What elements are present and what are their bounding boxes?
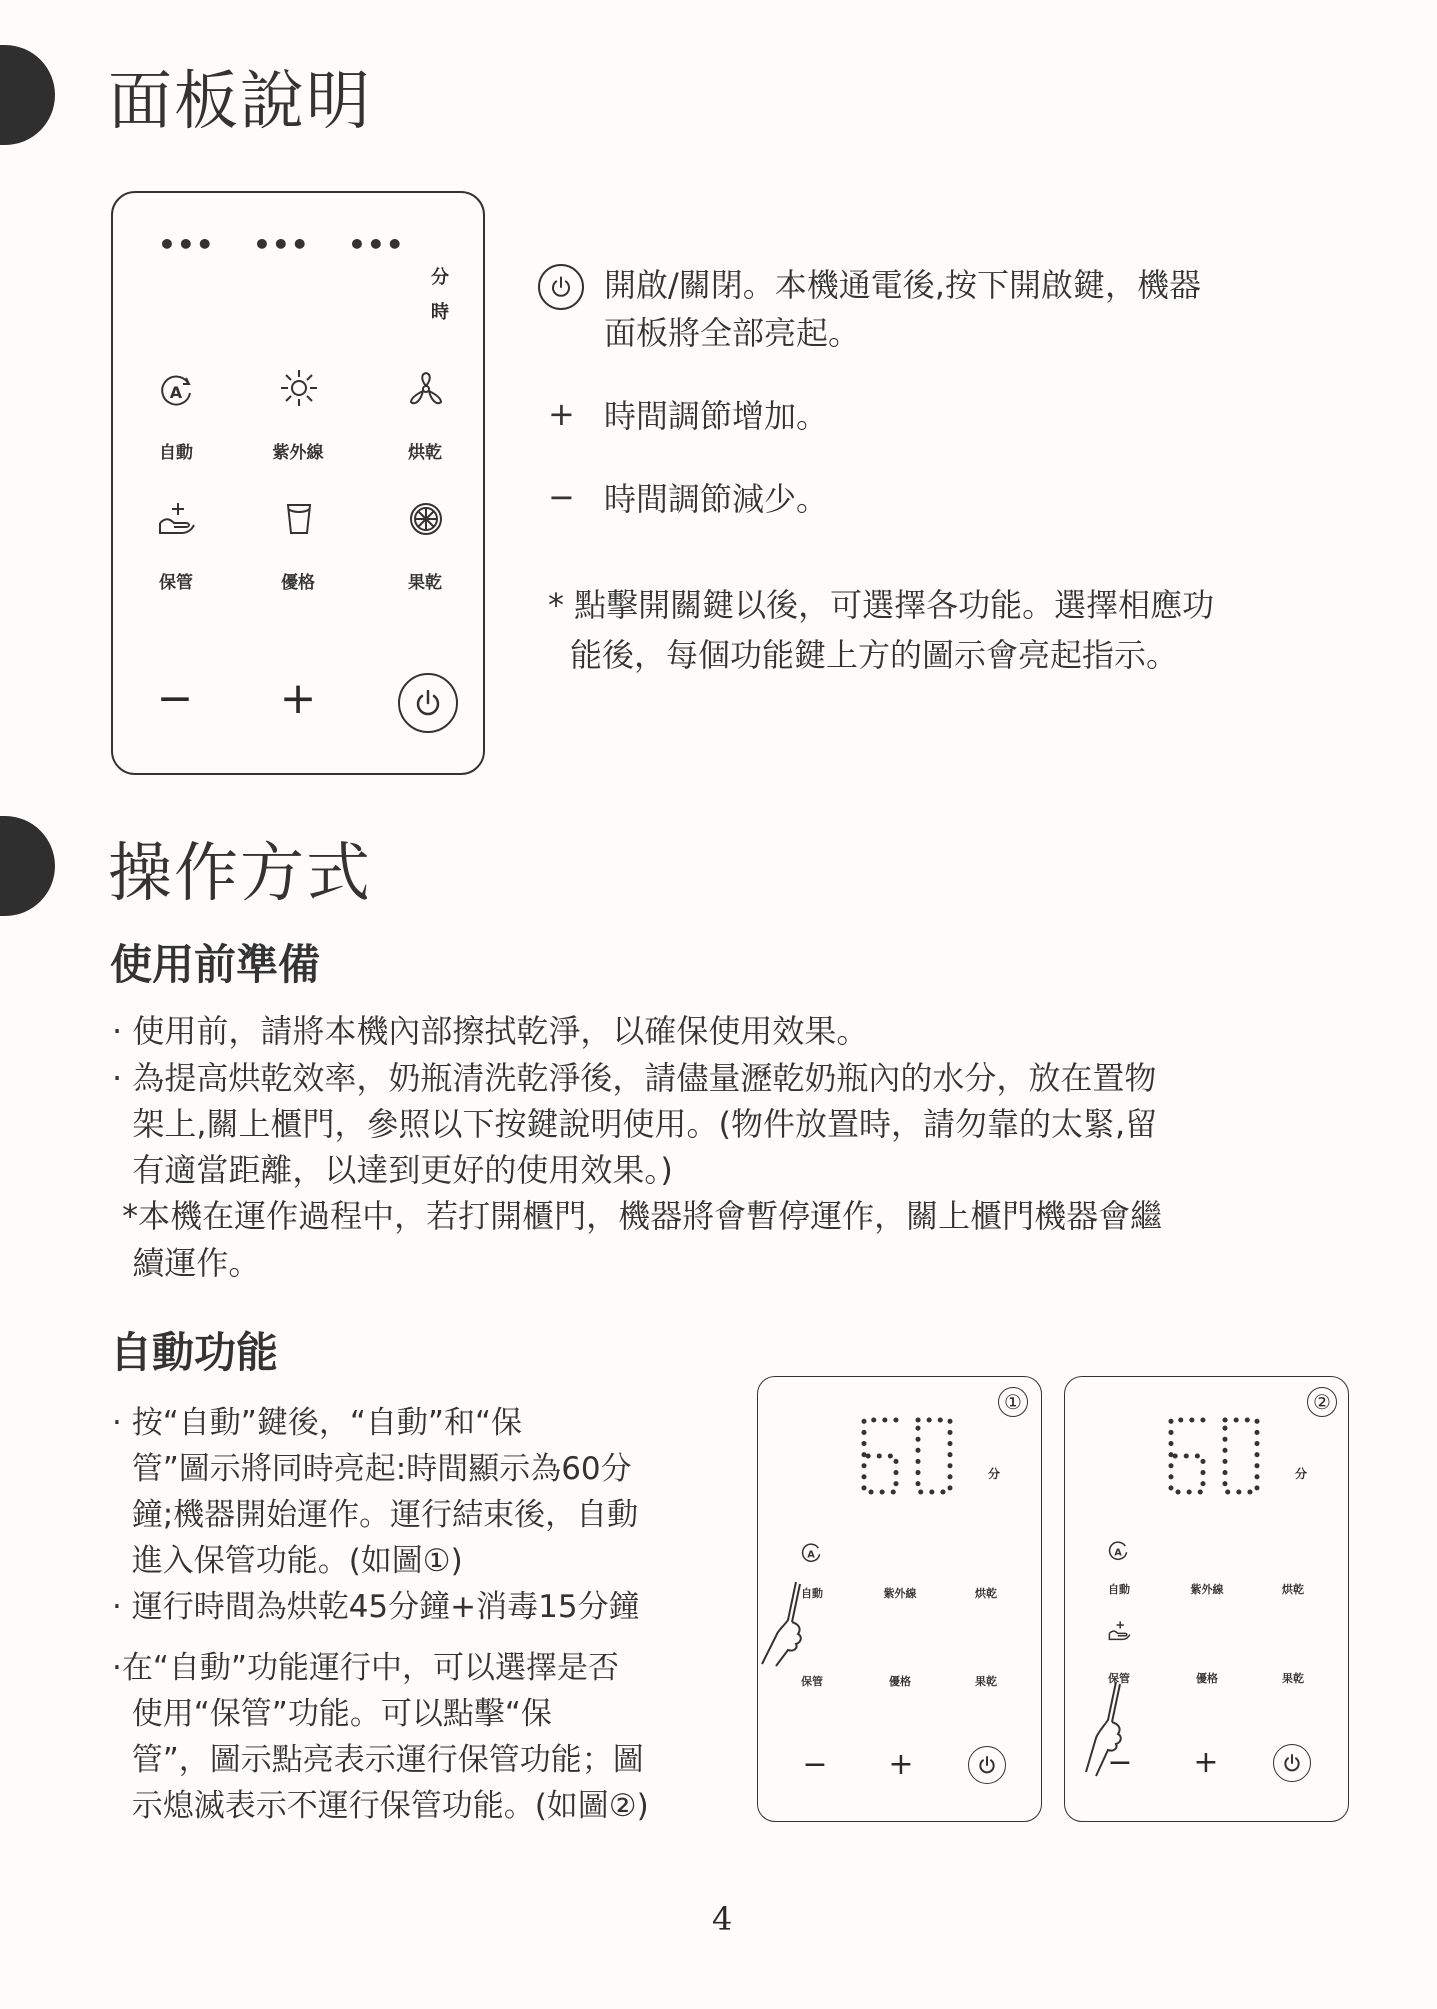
function-label-auto: 自動 bbox=[801, 1587, 823, 1600]
page-number: 4 bbox=[712, 1900, 733, 1938]
figure-number: ② bbox=[1307, 1387, 1337, 1417]
prep-line: 架上,關上櫃門，參照以下按鍵說明使用。(物件放置時，請勿靠的太緊,留 bbox=[112, 1105, 1158, 1143]
function-label-dry: 烘乾 bbox=[408, 443, 442, 463]
minus-button: − bbox=[1107, 1744, 1133, 1780]
plus-button: + bbox=[1193, 1744, 1219, 1780]
fan-icon[interactable] bbox=[403, 366, 449, 412]
power-button bbox=[968, 1746, 1006, 1784]
svg-text:A: A bbox=[169, 383, 183, 402]
function-label-uv: 紫外線 bbox=[1190, 1583, 1224, 1596]
pointing-hand-icon bbox=[1082, 1680, 1142, 1780]
plus-description: 時間調節增加。 bbox=[604, 397, 829, 435]
plus-button: + bbox=[888, 1746, 914, 1782]
function-label-dry: 烘乾 bbox=[1282, 1583, 1304, 1596]
auto-line: · 運行時間為烘乾45分鐘+消毒15分鐘 bbox=[112, 1589, 640, 1625]
power-description: 開啟/關閉。本機通電後,按下開啟鍵，機器 bbox=[604, 266, 1201, 304]
display-digit-dots: ••• bbox=[253, 228, 310, 261]
power-icon bbox=[413, 688, 443, 718]
minus-symbol: − bbox=[548, 478, 575, 516]
figure-number: ① bbox=[998, 1387, 1028, 1417]
auto-icon[interactable] bbox=[153, 368, 199, 414]
sun-icon[interactable] bbox=[276, 365, 322, 411]
prep-line: · 為提高烘乾效率，奶瓶清洗乾淨後，請儘量瀝乾奶瓶內的水分，放在置物 bbox=[112, 1059, 1157, 1097]
display-digit-dots: ••• bbox=[158, 228, 215, 261]
hand-icon bbox=[1107, 1619, 1131, 1647]
auto-line: · 按“自動”鍵後，“自動”和“保 bbox=[112, 1405, 523, 1441]
control-panel-diagram bbox=[111, 191, 485, 775]
unit-minute-label: 分 bbox=[431, 267, 449, 288]
fruit-slice-icon[interactable] bbox=[403, 496, 449, 542]
function-label-yogurt: 優格 bbox=[281, 573, 315, 593]
power-description-cont: 面板將全部亮起。 bbox=[604, 314, 861, 352]
prep-line: 續運作。 bbox=[112, 1244, 261, 1282]
function-label-yogurt: 優格 bbox=[1196, 1672, 1218, 1685]
display-digits bbox=[856, 1412, 976, 1502]
minus-button: − bbox=[802, 1746, 828, 1782]
unit-minute-label: 分 bbox=[1295, 1467, 1308, 1481]
plus-button[interactable]: + bbox=[279, 672, 317, 724]
function-label-uv: 紫外線 bbox=[272, 443, 324, 463]
prep-line: 有適當距離，以達到更好的使用效果。) bbox=[112, 1151, 673, 1189]
function-label-auto: 自動 bbox=[1108, 1583, 1130, 1596]
section-title-panel: 面板說明 bbox=[108, 65, 372, 139]
svg-text:A: A bbox=[1114, 1547, 1122, 1559]
minus-description: 時間調節減少。 bbox=[604, 480, 829, 518]
function-label-dry: 烘乾 bbox=[975, 1587, 997, 1600]
auto-line: 管”，圖示點亮表示運行保管功能；圖 bbox=[112, 1742, 644, 1778]
function-note-cont: 能後，每個功能鍵上方的圖示會亮起指示。 bbox=[570, 636, 1179, 674]
auto-icon bbox=[800, 1542, 822, 1568]
subsection-title-auto: 自動功能 bbox=[110, 1328, 279, 1377]
power-icon bbox=[1282, 1753, 1302, 1773]
function-label-fruit: 果乾 bbox=[1282, 1672, 1304, 1685]
power-button bbox=[1273, 1744, 1311, 1782]
power-icon bbox=[538, 264, 584, 310]
auto-line: ·在“自動”功能運行中，可以選擇是否 bbox=[112, 1650, 619, 1686]
function-label-storage: 保管 bbox=[159, 573, 193, 593]
auto-line: 管”圖示將同時亮起:時間顯示為60分 bbox=[112, 1451, 632, 1487]
prep-line: · 使用前，請將本機內部擦拭乾淨，以確保使用效果。 bbox=[112, 1012, 869, 1050]
pointing-hand-icon bbox=[758, 1580, 818, 1670]
function-label-auto: 自動 bbox=[159, 443, 193, 463]
subsection-title-prep: 使用前準備 bbox=[110, 940, 321, 989]
prep-line: *本機在運作過程中，若打開櫃門，機器將會暫停運作，關上櫃門機器會繼 bbox=[112, 1197, 1163, 1235]
display-digits bbox=[1163, 1412, 1283, 1502]
unit-hour-label: 時 bbox=[431, 302, 449, 323]
display-digit-dots: ••• bbox=[348, 228, 405, 261]
plus-symbol: + bbox=[548, 395, 575, 433]
auto-line: 使用“保管”功能。可以點擊“保 bbox=[112, 1696, 552, 1732]
yogurt-cup-icon[interactable] bbox=[276, 496, 322, 542]
section-marker bbox=[0, 45, 55, 145]
function-note: * 點擊開關鍵以後，可選擇各功能。選擇相應功 bbox=[548, 586, 1215, 624]
section-marker bbox=[0, 816, 55, 916]
function-label-storage: 保管 bbox=[1108, 1672, 1130, 1685]
unit-minute-label: 分 bbox=[988, 1467, 1001, 1481]
function-label-fruit: 果乾 bbox=[408, 573, 442, 593]
auto-line: 示熄滅表示不運行保管功能。(如圖②) bbox=[112, 1788, 649, 1824]
function-label-yogurt: 優格 bbox=[889, 1675, 911, 1688]
auto-line: 鐘;機器開始運作。運行結束後，自動 bbox=[112, 1497, 639, 1533]
svg-text:A: A bbox=[807, 1549, 815, 1561]
auto-icon bbox=[1107, 1540, 1129, 1566]
power-icon bbox=[977, 1755, 997, 1775]
auto-line: 進入保管功能。(如圖①) bbox=[112, 1543, 463, 1579]
minus-button[interactable]: − bbox=[156, 672, 194, 724]
function-label-fruit: 果乾 bbox=[975, 1675, 997, 1688]
function-label-storage: 保管 bbox=[801, 1675, 823, 1688]
section-title-operation: 操作方式 bbox=[108, 837, 372, 911]
hand-icon[interactable] bbox=[153, 496, 199, 542]
power-button[interactable] bbox=[398, 673, 458, 733]
function-label-uv: 紫外線 bbox=[883, 1587, 917, 1600]
